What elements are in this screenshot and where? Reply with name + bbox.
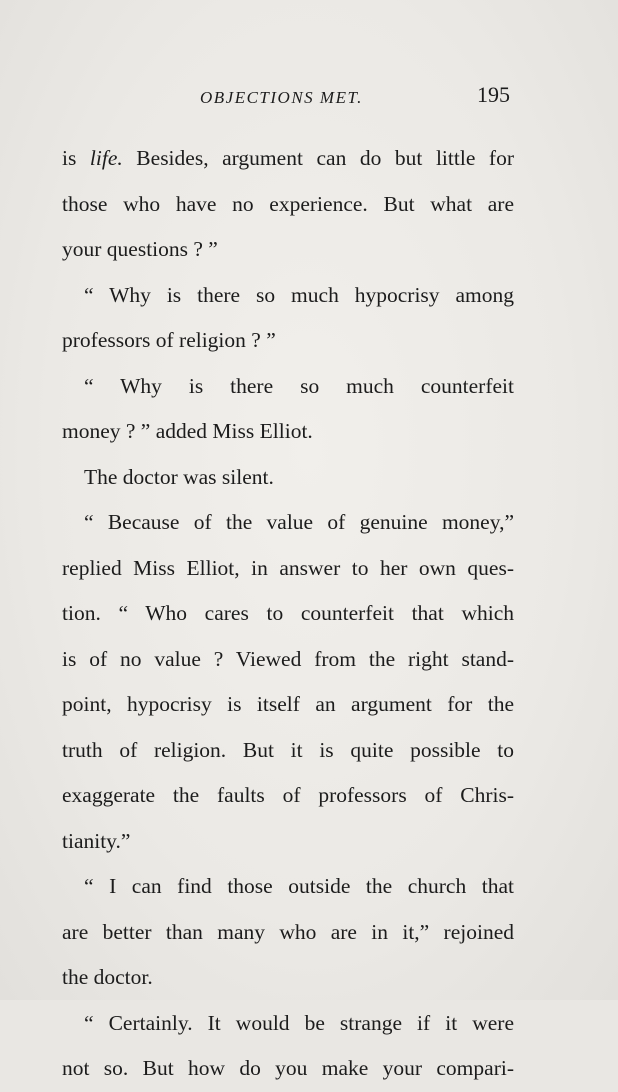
- running-title: OBJECTIONS MET.: [200, 88, 363, 107]
- text-line-4: “ Why is there so much hypocrisy among: [84, 282, 514, 307]
- text-line-11: tion. “ Who cares to counterfeit that which: [62, 601, 514, 625]
- text-line-7: money ? ” added Miss Elliot.: [62, 419, 313, 443]
- text-line-5: professors of religion ? ”: [62, 328, 276, 352]
- text-line-12: is of no value ? Viewed from the right stand-: [62, 646, 514, 671]
- text-line-13: point, hypocrisy is itself an argument for the: [62, 692, 514, 716]
- text-line-14: truth of religion. But it is quite possible to: [62, 737, 514, 762]
- running-head: [0, 82, 618, 112]
- text-line-15: exaggerate the faults of professors of Chris-: [62, 783, 514, 807]
- text-line-21: not so. But how do you make your compari-: [62, 1056, 514, 1080]
- text-line-9: “ Because of the value of genuine money,”: [84, 510, 514, 534]
- body-text: [62, 136, 514, 1092]
- text-line-20: “ Certainly. It would be strange if it were: [84, 1010, 514, 1035]
- text-line-1: is life. Besides, argument can do but little for: [62, 146, 514, 170]
- text-line-17: “ I can find those outside the church that: [84, 874, 514, 898]
- italic-word: life.: [89, 146, 123, 170]
- text-line-2: those who have no experience. But what are: [62, 191, 514, 216]
- text-line-8: The doctor was silent.: [84, 464, 274, 489]
- text-line-19: the doctor.: [62, 965, 153, 989]
- text-line-18: are better than many who are in it,” rejoined: [62, 919, 514, 944]
- text-line-6: “ Why is there so much counterfeit: [84, 373, 514, 398]
- text-line-16: tianity.”: [62, 828, 131, 853]
- page-number: 195: [477, 82, 510, 107]
- text-line-10: replied Miss Elliot, in answer to her own ques-: [62, 555, 514, 580]
- text-line-3: your questions ? ”: [62, 237, 218, 261]
